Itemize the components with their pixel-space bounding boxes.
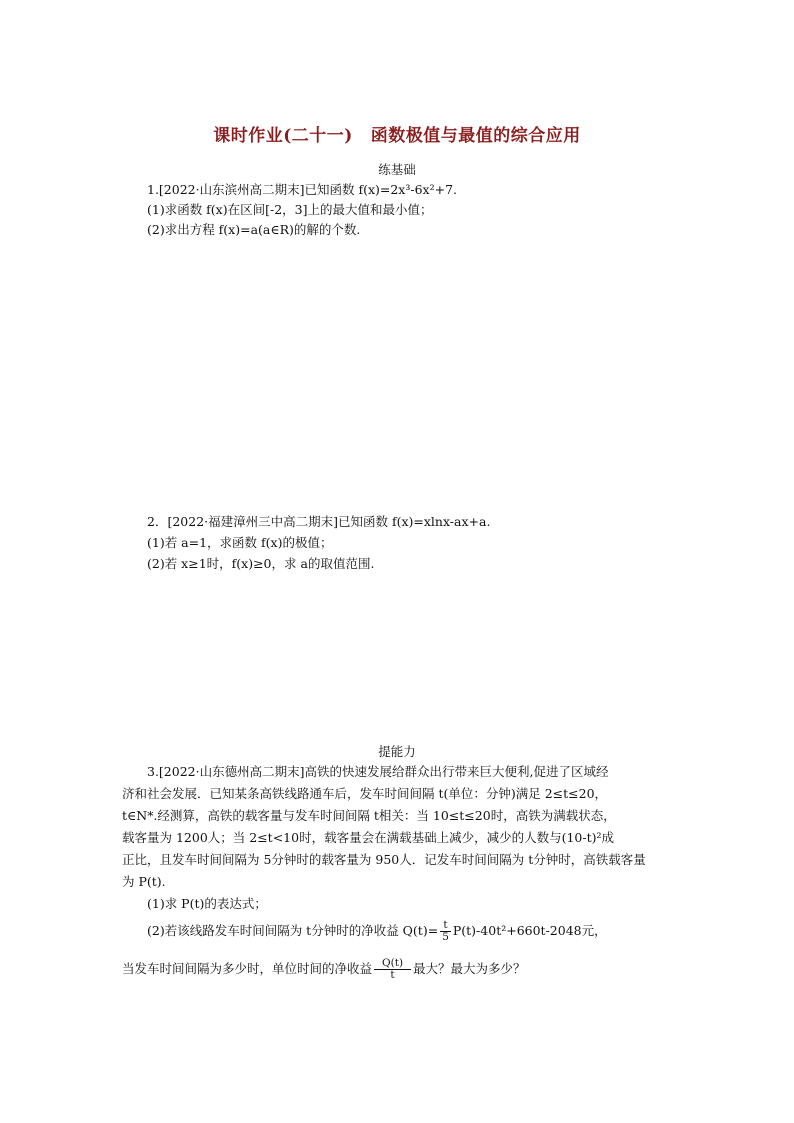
q1-part2: (2)求出方程 f(x)=a(a∈R)的解的个数. (147, 222, 361, 237)
q3-line1: 3.[2022·山东德州高二期末]高铁的快速发展给群众出行带来巨大便利,促进了区域经 (147, 764, 609, 779)
q2-part2: (2)若 x≥1时，f(x)≥0，求 a的取值范围. (147, 556, 375, 571)
fraction-denominator: t (374, 969, 411, 981)
q3-part3 (122, 958, 526, 981)
q3-line6: 为 P(t). (122, 874, 166, 889)
fraction-q-over-t (374, 958, 411, 981)
q3-part2-before: (2)若该线路发车时间间隔为 t分钟时的净收益 Q(t)= (147, 923, 439, 938)
fraction-t-over-5 (440, 920, 451, 943)
title-right: 函数极值与最值的综合应用 (370, 126, 581, 146)
q2-part1: (1)若 a=1，求函数 f(x)的极值； (147, 535, 333, 550)
q3-part3-after: 最大？最大为多少？ (413, 961, 526, 976)
q3-line2: 济和社会发展．已知某条高铁线路通车后，发车时间间隔 t(单位：分钟)满足 2≤t≤20， (122, 786, 608, 801)
fraction-denominator: 5 (442, 931, 449, 943)
q3-part2-after: P(t)-40t²+660t-2048元， (452, 923, 607, 938)
q3-line5: 正比，且发车时间间隔为 5分钟时的载客量为 950人．记发车时间间隔为 t分钟时，高铁载客量 (122, 852, 646, 867)
q1-part1: (1)求函数 f(x)在区间[-2，3]上的最大值和最小值； (147, 202, 433, 217)
q1-stem: 1.[2022·山东滨州高二期末]已知函数 f(x)=2x³-6x²+7. (147, 182, 457, 197)
section-advanced-heading: 提能力 (378, 744, 416, 759)
q3-part1: (1)求 P(t)的表达式； (147, 896, 267, 911)
q3-line4: 载客量为 1200人；当 2≤t<10时，载客量会在满载基础上减少，减少的人数与(10-t)²成 (122, 830, 615, 845)
q3-part3-before: 当发车时间间隔为多少时，单位时间的净收益 (122, 961, 373, 976)
title-left: 课时作业(二十一) (213, 126, 353, 146)
fraction-numerator: Q(t) (382, 957, 404, 969)
section-basic-heading: 练基础 (378, 162, 416, 177)
fraction-numerator: t (443, 919, 448, 931)
page-title (0, 121, 794, 146)
q2-stem: 2．[2022·福建漳州三中高二期末]已知函数 f(x)=xlnx-ax+a. (147, 514, 491, 529)
q3-part2 (147, 920, 607, 943)
q3-line3: t∈N*.经测算，高铁的载客量与发车时间间隔 t相关：当 10≤t≤20时，高铁为满载状态， (122, 808, 616, 823)
